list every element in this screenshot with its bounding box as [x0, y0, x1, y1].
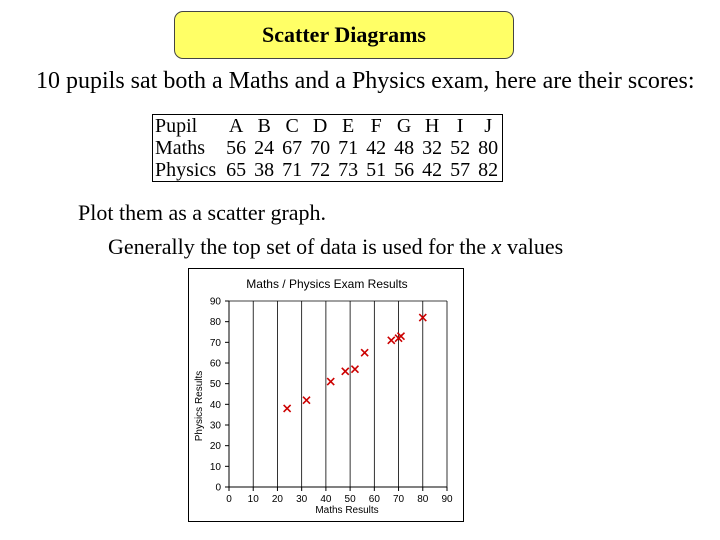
- x-tick-label: 10: [247, 494, 259, 505]
- table-cell: 65: [226, 159, 247, 181]
- table-cell: 72: [310, 159, 331, 181]
- table-cell: 42: [422, 159, 443, 181]
- row-header: Pupil: [155, 115, 198, 137]
- chart-frame: [188, 268, 464, 522]
- x-tick-label: 70: [392, 494, 405, 505]
- table-cell: 48: [394, 137, 415, 159]
- scatter-point-a: [361, 349, 368, 356]
- scatter-chart: [189, 269, 465, 523]
- table-cell: 71: [282, 159, 303, 181]
- x-tick-label: 60: [368, 494, 380, 505]
- table-cell: D: [312, 115, 328, 137]
- y-tick-label: 70: [209, 337, 221, 349]
- table-cell: 73: [338, 159, 359, 181]
- instruction-line-1: Plot them as a scatter graph.: [78, 200, 327, 225]
- table-cell: B: [257, 115, 271, 137]
- table-cell: 70: [310, 137, 331, 159]
- x-tick-label: 50: [344, 494, 356, 505]
- x-tick-label: 80: [417, 494, 429, 505]
- x-axis-label: Maths Results: [315, 505, 379, 516]
- table-cell: G: [396, 115, 412, 137]
- table-cell: C: [285, 115, 299, 137]
- scatter-point-c: [388, 337, 395, 344]
- y-tick-label: 30: [209, 420, 221, 432]
- y-tick-label: 10: [209, 461, 221, 473]
- y-tick-label: 40: [209, 399, 221, 411]
- table-cell: I: [456, 115, 464, 137]
- intro-text: 10 pupils sat both a Maths and a Physics exam, here are their scores:: [36, 68, 695, 94]
- instruction-line-2: [108, 234, 563, 260]
- table-cell: 24: [254, 137, 275, 159]
- x-tick-label: 40: [320, 494, 332, 505]
- row-header: Maths: [155, 137, 205, 159]
- scatter-point-h: [303, 397, 310, 404]
- row-header: Physics: [155, 159, 217, 181]
- table-row: [153, 159, 503, 182]
- x-tick-label: 0: [226, 494, 232, 505]
- table-row: [153, 115, 503, 138]
- scatter-point-g: [342, 368, 349, 375]
- table-cell: 38: [254, 159, 275, 181]
- table-cell: 57: [450, 159, 471, 181]
- y-axis-label: Physics Results: [194, 370, 205, 442]
- y-tick-label: 80: [209, 317, 221, 329]
- instruction-prefix: Generally the top set of data is used for the: [108, 234, 492, 259]
- table-cell: 80: [478, 137, 499, 159]
- y-tick-label: 60: [209, 358, 221, 370]
- table-cell: 67: [282, 137, 303, 159]
- chart-title: Maths / Physics Exam Results: [246, 277, 408, 291]
- y-tick-label: 20: [209, 441, 221, 453]
- table-cell: F: [370, 115, 382, 137]
- instruction-suffix: values: [501, 234, 564, 259]
- scores-table: [152, 114, 503, 182]
- y-tick-label: 50: [209, 379, 221, 391]
- title-banner: [174, 11, 514, 59]
- table-cell: 56: [226, 137, 247, 159]
- scatter-point-i: [351, 366, 358, 373]
- page-title: Scatter Diagrams: [262, 22, 426, 47]
- table-cell: 82: [478, 159, 499, 181]
- scatter-point-f: [327, 378, 334, 385]
- table-cell: A: [228, 115, 244, 137]
- table-cell: J: [484, 115, 493, 137]
- scatter-point-b: [284, 405, 291, 412]
- x-tick-label: 20: [271, 494, 284, 505]
- table-cell: 56: [394, 159, 415, 181]
- instruction-x-variable: x: [491, 234, 502, 259]
- table-cell: H: [424, 115, 440, 137]
- table-cell: 42: [366, 137, 387, 159]
- table-row: [153, 137, 503, 159]
- table-cell: 71: [338, 137, 359, 159]
- x-tick-label: 30: [296, 494, 308, 505]
- table-cell: 51: [366, 159, 387, 181]
- table-cell: 52: [450, 137, 471, 159]
- table-cell: E: [342, 115, 355, 137]
- y-tick-label: 90: [209, 296, 221, 308]
- y-tick-label: 0: [215, 482, 221, 494]
- table-cell: 32: [422, 137, 443, 159]
- x-tick-label: 90: [441, 494, 453, 505]
